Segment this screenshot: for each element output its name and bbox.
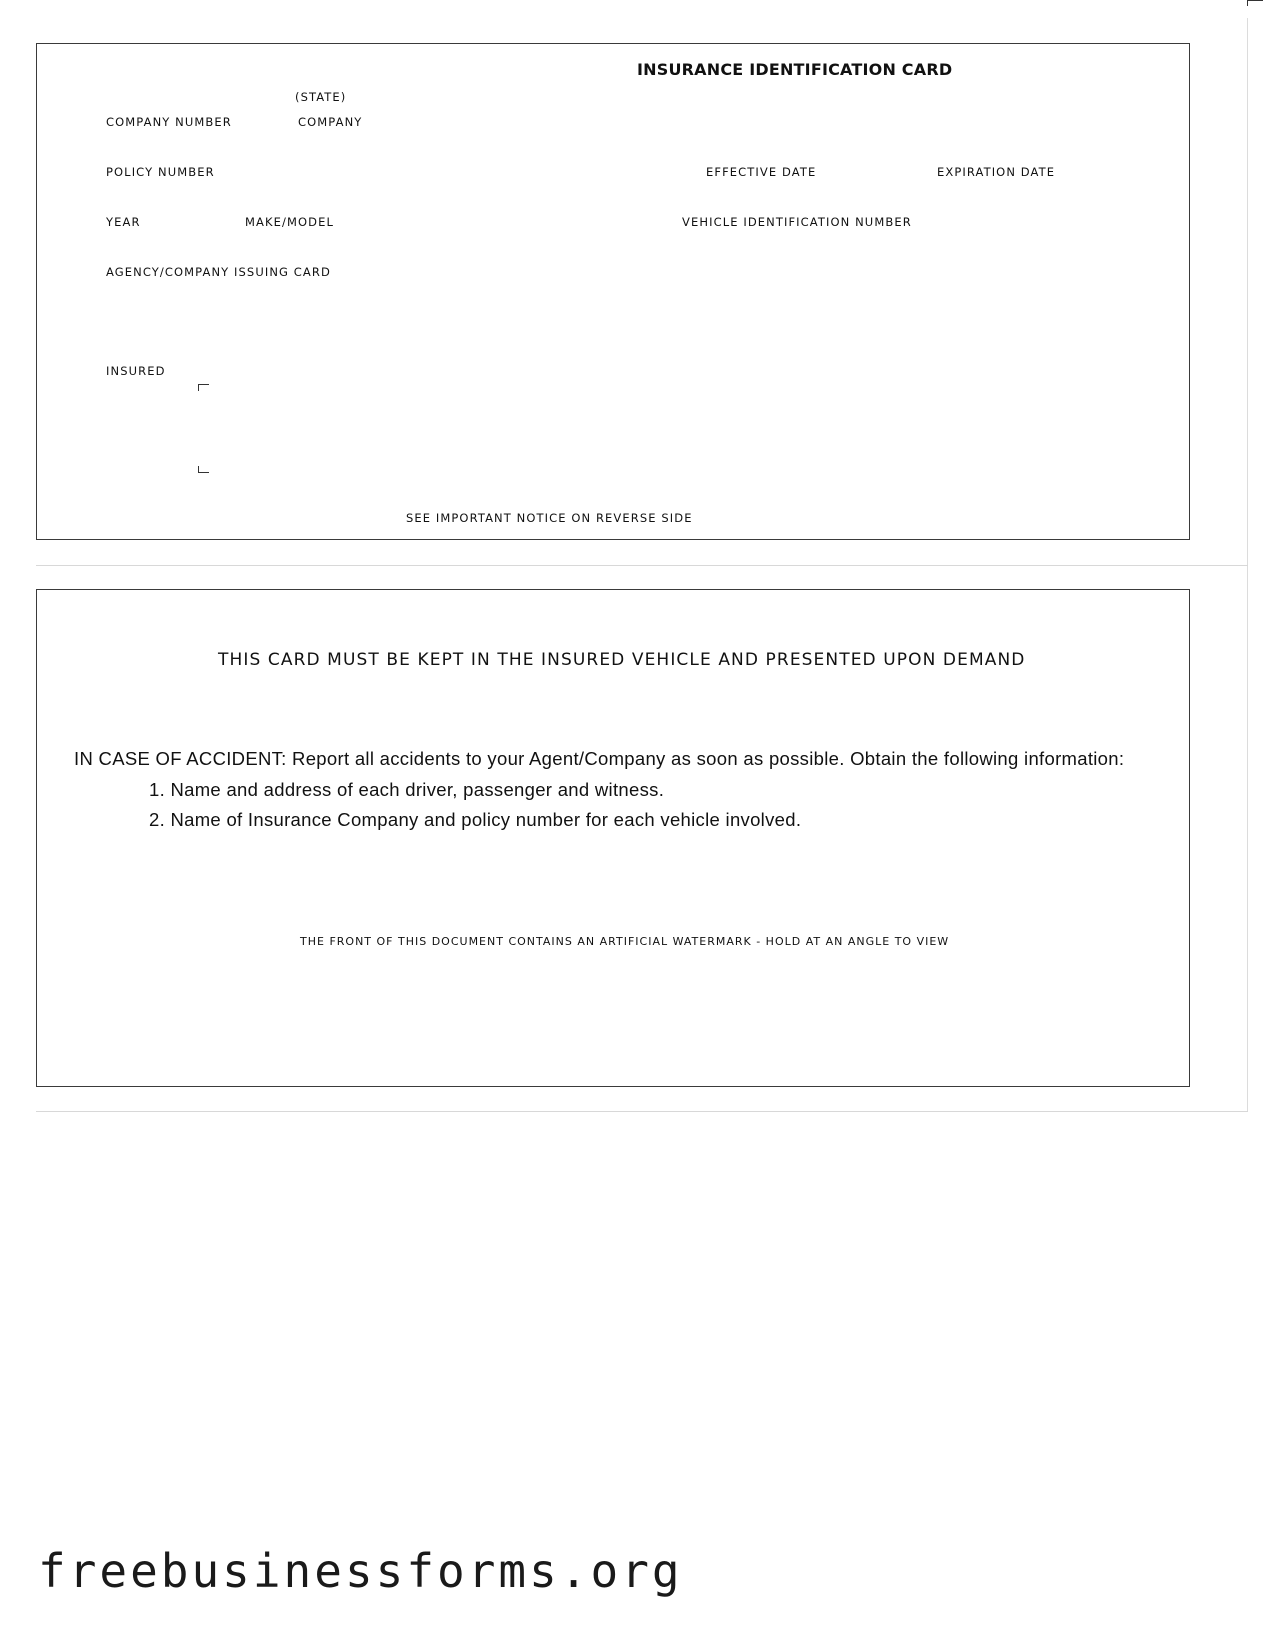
- perforation-line-bottom: [36, 1111, 1248, 1112]
- state-label: (STATE): [295, 90, 347, 104]
- reverse-side-notice: SEE IMPORTANT NOTICE ON REVERSE SIDE: [406, 511, 693, 525]
- year-label: YEAR: [106, 215, 141, 229]
- insured-label: INSURED: [106, 364, 166, 378]
- make-model-label: MAKE/MODEL: [245, 215, 334, 229]
- address-window-top-bracket: [198, 384, 209, 391]
- vin-label: VEHICLE IDENTIFICATION NUMBER: [682, 215, 912, 229]
- watermark-notice: THE FRONT OF THIS DOCUMENT CONTAINS AN ARTIFICIAL WATERMARK - HOLD AT AN ANGLE TO VIEW: [300, 935, 950, 948]
- accident-instructions: IN CASE OF ACCIDENT: Report all accidents to your Agent/Company as soon as possible. Obtain the following information:: [74, 748, 1125, 769]
- perforation-line: [36, 565, 1248, 566]
- company-number-label: COMPANY NUMBER: [106, 115, 232, 129]
- policy-number-label: POLICY NUMBER: [106, 165, 215, 179]
- instruction-item-1: 1. Name and address of each driver, passenger and witness.: [149, 779, 665, 800]
- agency-label: AGENCY/COMPANY ISSUING CARD: [106, 265, 331, 279]
- expiration-date-label: EXPIRATION DATE: [937, 165, 1056, 179]
- effective-date-label: EFFECTIVE DATE: [706, 165, 817, 179]
- source-watermark: freebusinessforms.org: [38, 1544, 683, 1598]
- instruction-item-2: 2. Name of Insurance Company and policy number for each vehicle involved.: [149, 809, 802, 830]
- card-back: [36, 589, 1190, 1087]
- address-window-bottom-bracket: [198, 466, 209, 473]
- crop-mark: [1247, 0, 1263, 6]
- keep-in-vehicle-notice: THIS CARD MUST BE KEPT IN THE INSURED VEHICLE AND PRESENTED UPON DEMAND: [218, 650, 1026, 670]
- card-front: [36, 43, 1190, 540]
- card-title: INSURANCE IDENTIFICATION CARD: [637, 60, 953, 79]
- company-label: COMPANY: [298, 115, 363, 129]
